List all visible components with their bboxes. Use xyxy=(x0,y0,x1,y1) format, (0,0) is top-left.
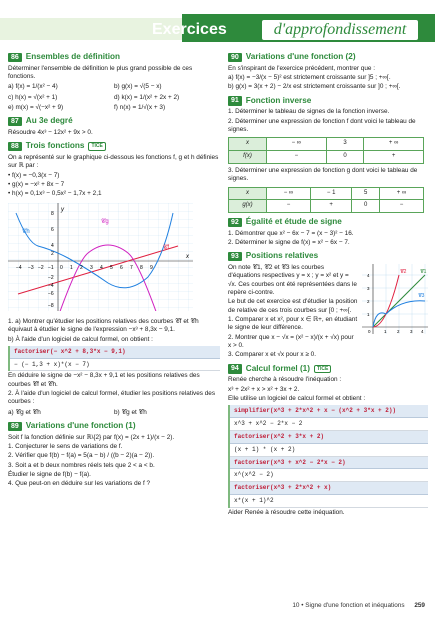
x-tick: −1 xyxy=(48,264,54,271)
table-cell: 3 xyxy=(326,138,364,151)
question-1b: b) À l'aide d'un logiciel de calcul formel, on obtient : xyxy=(8,335,153,343)
list-item: e) m(x) = √(−x² + 9) xyxy=(8,103,64,111)
cas-output: − (− 1,3 + x)*(x − 7) xyxy=(10,359,220,372)
table-cell: 5 xyxy=(352,187,380,200)
exercise-87-header xyxy=(8,116,220,127)
tice-badge: TICE xyxy=(314,365,331,374)
y-tick: 4 xyxy=(51,242,54,249)
exercise-90-header xyxy=(228,52,428,63)
x-tick: 3 xyxy=(90,264,93,271)
list-item: d) k(x) = 1/(x² + 2x + 2) xyxy=(114,93,180,101)
question-2: 2. Déterminer une expression de fonction f dont voici le tableau de signes. xyxy=(228,117,416,133)
exercise-number: 93 xyxy=(228,252,242,261)
y-tick: 2 xyxy=(51,250,54,257)
x-tick: 8 xyxy=(140,264,143,271)
table-cell: + ∞ xyxy=(380,187,424,200)
y-tick: 6 xyxy=(51,226,54,233)
x-tick: 6 xyxy=(120,264,123,271)
x-tick: 1 xyxy=(70,264,73,271)
exercise-text: Déterminer l'ensemble de définition le plus grand possible de ces fonctions. xyxy=(8,64,193,80)
definition-line: • g(x) = −x² + 8x − 7 xyxy=(8,180,65,188)
cas-input: simplifier(x^3 + 2*x^2 + x − (x^2 + 3*x + 2)) xyxy=(230,405,428,418)
exercise-92-header xyxy=(228,217,428,228)
exercise-title: Au 3e degré xyxy=(25,116,73,126)
function-graph xyxy=(8,203,193,311)
question-2: 2. Déterminer le signe de f(x) = x² − 6x − 7. xyxy=(228,239,350,247)
y-tick: −8 xyxy=(48,302,54,309)
exercise-title: Variations d'une fonction (1) xyxy=(25,421,136,431)
x-tick: 4 xyxy=(100,264,103,271)
exercise-text: Soit f la fonction définie sur ℝ\{2} par f(x) = (2x + 1)/(x − 2). xyxy=(8,433,175,441)
exercise-text-2: Elle utilise un logiciel de calcul formel et obtient : xyxy=(228,395,366,403)
exercise-number: 88 xyxy=(8,142,22,151)
table-cell: 0 xyxy=(352,200,380,213)
exercise-text: On a représenté sur le graphique ci-dessous les fonctions f, g et h définies sur ℝ par : xyxy=(8,153,219,170)
question-3: 3. Soit a et b deux nombres réels tels que 2 < a < b. xyxy=(8,461,155,469)
exercise-text: Renée cherche à résoudre l'inéquation : xyxy=(228,376,342,384)
exercise-88-header xyxy=(8,141,220,152)
list-item: c) h(x) = √(x² + 1) xyxy=(8,93,58,101)
curve-1-label: 𝒞1 xyxy=(420,269,427,276)
exercise-number: 90 xyxy=(228,53,242,62)
inequation: x³ + 2x² + x > x² + 3x + 2. xyxy=(228,385,300,393)
question-b: b) g(x) = 3(x + 2) − 2/x est strictement croissante sur ]0 ; +∞[. xyxy=(228,83,401,91)
cas-input: factoriser(x^3 + x^2 − 2*x − 2) xyxy=(230,457,428,470)
x-tick: 1 xyxy=(384,329,387,335)
page-header xyxy=(0,0,435,42)
table-cell: + xyxy=(310,200,351,213)
question-a: a) f(x) = −3/(x − 5)² est strictement croissante sur ]5 ; +∞[. xyxy=(228,73,391,81)
exercise-89-header xyxy=(8,421,220,432)
list-item: b) 𝒞g et 𝒞h xyxy=(114,408,147,416)
question-2: 2. À l'aide d'un logiciel de calcul formel, étudier les positions relatives des courbes : xyxy=(8,390,216,406)
chapter-label: 10 • Signe d'une fonction et inéquations xyxy=(292,602,405,609)
question-3: 3. Déterminer une expression de fonction g dont voici le tableau de signes. xyxy=(228,166,418,183)
x-tick: 5 xyxy=(110,264,113,271)
curve-g-label: 𝒞g xyxy=(101,218,109,225)
x-tick: −4 xyxy=(16,264,22,271)
exercise-title: Positions relatives xyxy=(245,251,319,261)
x-tick: 9 xyxy=(150,264,153,271)
x-tick: 2 xyxy=(397,329,400,335)
table-cell: g(x) xyxy=(229,200,267,213)
definition-line: • h(x) = 0,1x³ − 0,5x² − 1,7x + 2,1 xyxy=(8,190,102,198)
cas-block xyxy=(228,405,428,507)
table-cell: − 1 xyxy=(310,187,351,200)
list-item: a) f(x) = 1/(x² − 4) xyxy=(8,83,58,91)
x-tick: 7 xyxy=(130,264,133,271)
exercise-93-header xyxy=(228,251,428,262)
exercise-86-header xyxy=(8,52,220,63)
y-tick: 8 xyxy=(51,210,54,217)
cas-input: factoriser(− x^2 + 8,3*x − 9,1) xyxy=(10,346,220,359)
question-1: 1. Déterminer le tableau de signes de la fonction inverse. xyxy=(228,108,390,116)
exercise-91-header xyxy=(228,96,428,107)
curves-graph xyxy=(362,264,428,334)
question-1: 1. Comparer x et x², pour x ∈ ℝ+, en étudiant le signe de leur différence. xyxy=(228,316,358,332)
exercise-number: 92 xyxy=(228,218,242,227)
exercise-number: 89 xyxy=(8,422,22,431)
exercise-text: On note 𝒞1, 𝒞2 et 𝒞3 les courbes d'équations respectives y = x ; y = x² et y = √x. Ces courbes ont été représentées dans le repère ci-contre. xyxy=(228,264,357,297)
question-2: 2. Montrer que x − √x = (x² − x)/(x + √x) pour x > 0. xyxy=(228,333,354,350)
sign-table-f xyxy=(228,137,424,164)
cas-input: factoriser(x^2 + 3*x + 2) xyxy=(230,431,428,444)
question-3: 3. Comparer x et √x pour x ≥ 0. xyxy=(228,351,316,359)
right-column xyxy=(228,48,428,518)
x-tick: 0 xyxy=(60,264,63,271)
exercise-title: Fonction inverse xyxy=(245,95,312,105)
exercise-number: 87 xyxy=(8,117,22,126)
sign-table-g xyxy=(228,187,424,214)
exercise-text: Résoudre 4x³ − 12x² + 9x > 0. xyxy=(8,128,93,136)
x-axis-label: x xyxy=(186,253,189,260)
exercise-94-header xyxy=(228,364,428,375)
tice-badge: TICE xyxy=(88,142,105,151)
x-tick: −3 xyxy=(28,264,34,271)
table-cell: x xyxy=(229,187,267,200)
exercise-title: Ensembles de définition xyxy=(25,52,120,61)
list-item: a) 𝒞g et 𝒞h xyxy=(8,408,41,416)
cas-output: x*(x + 1)^2 xyxy=(230,495,428,508)
table-cell: − ∞ xyxy=(267,187,311,200)
table-cell: + ∞ xyxy=(364,138,424,151)
cas-output: (x + 1) * (x + 2) xyxy=(230,444,428,457)
y-tick: 4 xyxy=(367,273,370,279)
exercise-end: Aider Renée à résoudre cette inéquation. xyxy=(228,508,345,516)
table-cell: 0 xyxy=(326,151,364,164)
table-cell: − xyxy=(267,200,311,213)
header-subtitle: d'approfondissement xyxy=(261,19,419,41)
exercise-title: Variations d'une fonction (2) xyxy=(245,52,356,61)
curve-3-label: 𝒞3 xyxy=(418,293,425,300)
y-tick: −6 xyxy=(48,290,54,297)
x-tick: 2 xyxy=(80,264,83,271)
question-2: 2. Vérifier que f(b) − f(a) = 5(a − b) / ((b − 2)(a − 2)). xyxy=(8,452,155,460)
y-tick: 2 xyxy=(367,299,370,305)
cas-output: x^(x^2 − 2) xyxy=(230,469,428,482)
y-tick: 3 xyxy=(367,286,370,292)
y-tick: −2 xyxy=(48,274,54,281)
cas-input: factoriser(x^3 + 2*x^2 + x) xyxy=(230,482,428,495)
x-tick: 4 xyxy=(421,329,424,335)
exercise-title: Égalité et étude de signe xyxy=(245,217,342,227)
definition-line: • f(x) = −0,3(x − 7) xyxy=(8,171,60,179)
curve-2-label: 𝒞2 xyxy=(400,269,407,276)
cas-output: x^3 + x^2 − 2*x − 2 xyxy=(230,418,428,431)
page-number: 259 xyxy=(414,602,425,609)
curve-f-label: 𝒞f xyxy=(163,244,170,251)
table-cell: − xyxy=(267,151,327,164)
cas-block xyxy=(8,346,220,372)
table-cell: − ∞ xyxy=(267,138,327,151)
function-list xyxy=(8,83,220,112)
y-tick: −4 xyxy=(48,282,54,289)
left-column xyxy=(8,48,220,490)
x-tick: −2 xyxy=(38,264,44,271)
question-1: 1. Démontrer que x² − 6x − 7 = (x − 3)² − 16. xyxy=(228,229,354,237)
header-title: Exercices xyxy=(152,21,227,38)
list-item: b) g(x) = √(5 − x) xyxy=(114,83,162,91)
exercise-number: 91 xyxy=(228,96,242,105)
list-item: f) n(x) = 1/√(x + 3) xyxy=(114,103,166,111)
exercise-title: Trois fonctions xyxy=(25,141,85,151)
question-4: 4. Que peut-on en déduire sur les variations de f ? xyxy=(8,480,151,488)
y-tick: 1 xyxy=(367,312,370,318)
x-tick: 0 xyxy=(368,329,371,335)
table-cell: x xyxy=(229,138,267,151)
curve-h-label: 𝒞h xyxy=(22,228,30,235)
exercise-text-2: Le but de cet exercice est d'étudier la position de relative de ces trois courbes sur [0 ; +∞[. xyxy=(228,298,358,314)
table-cell: f(x) xyxy=(229,151,267,164)
table-cell: − xyxy=(380,200,424,213)
exercise-title: Calcul formel (1) xyxy=(245,363,310,373)
page-footer xyxy=(292,602,425,610)
question-1c: En déduire le signe de −x² − 8,3x + 9,1 et les positions relatives des courbes 𝒞f et 𝒞h. xyxy=(8,372,200,388)
question-2-items xyxy=(8,409,220,417)
exercise-number: 94 xyxy=(228,364,242,373)
question-1a: 1. a) Montrer qu'étudier les positions relatives des courbes 𝒞f et 𝒞h équivaut à étudier le signe de l'expression −x³ + 8,3x − 9,1. xyxy=(8,317,199,334)
question-1: 1. Conjecturer le sens de variations de f. xyxy=(8,443,123,451)
x-tick: 3 xyxy=(410,329,413,335)
exercise-number: 86 xyxy=(8,53,22,62)
exercise-text: En s'inspirant de l'exercice précédent, montrer que : xyxy=(228,64,376,72)
question-3b: Étudier le signe de f(b) − f(a). xyxy=(8,471,91,479)
y-axis-label: y xyxy=(61,206,64,213)
table-cell: + xyxy=(364,151,424,164)
